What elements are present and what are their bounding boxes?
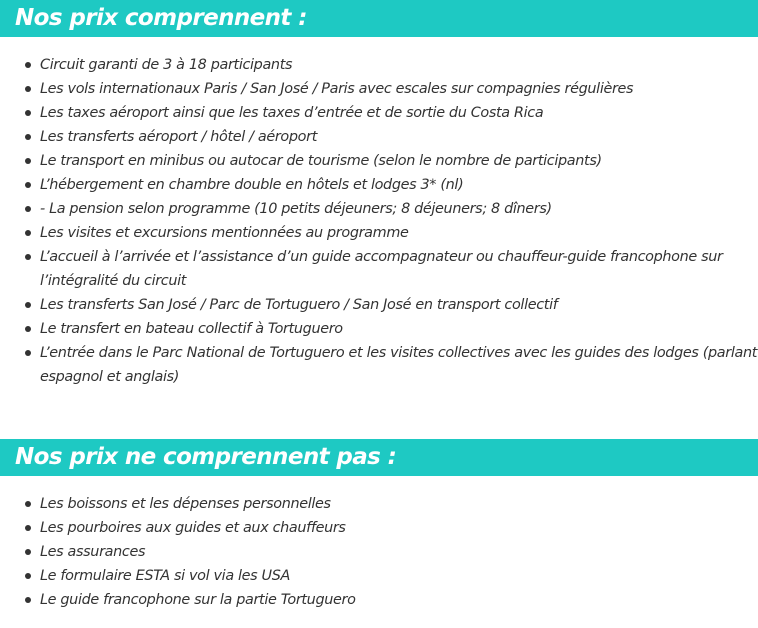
list-item: Les pourboires aux guides et aux chauffeurs [0, 516, 758, 540]
list-item: Le transfert en bateau collectif à Tortuguero [0, 317, 758, 341]
list-item: Les transferts aéroport / hôtel / aéroport [0, 125, 758, 149]
list-item: Les transferts San José / Parc de Tortuguero / San José en transport collectif [0, 293, 758, 317]
list-item: L’accueil à l’arrivée et l’assistance d’un guide accompagnateur ou chauffeur-guide francophone sur l’intégralité du circuit [0, 245, 758, 293]
list-item: Les assurances [0, 540, 758, 564]
list-item: Le guide francophone sur la partie Tortuguero [0, 588, 758, 612]
excluded-section-title: Nos prix ne comprennent pas : [15, 444, 397, 470]
list-item: Circuit garanti de 3 à 18 participants [0, 53, 758, 77]
list-item: Le transport en minibus ou autocar de tourisme (selon le nombre de participants) [0, 149, 758, 173]
list-item: L’hébergement en chambre double en hôtels et lodges 3* (nl) [0, 173, 758, 197]
list-item: - La pension selon programme (10 petits déjeuners; 8 déjeuners; 8 dîners) [0, 197, 758, 221]
included-list [0, 53, 758, 389]
included-section-header [0, 0, 758, 37]
excluded-list [0, 492, 758, 612]
excluded-section-header [0, 439, 758, 476]
list-item: Le formulaire ESTA si vol via les USA [0, 564, 758, 588]
list-item: Les vols internationaux Paris / San José / Paris avec escales sur compagnies régulières [0, 77, 758, 101]
list-item: Les visites et excursions mentionnées au programme [0, 221, 758, 245]
list-item: Les taxes aéroport ainsi que les taxes d’entrée et de sortie du Costa Rica [0, 101, 758, 125]
included-section-title: Nos prix comprennent : [15, 5, 307, 31]
list-item: L’entrée dans le Parc National de Tortuguero et les visites collectives avec les guides des lodges (parlant espagnol et anglais) [0, 341, 758, 389]
list-item: Les boissons et les dépenses personnelles [0, 492, 758, 516]
